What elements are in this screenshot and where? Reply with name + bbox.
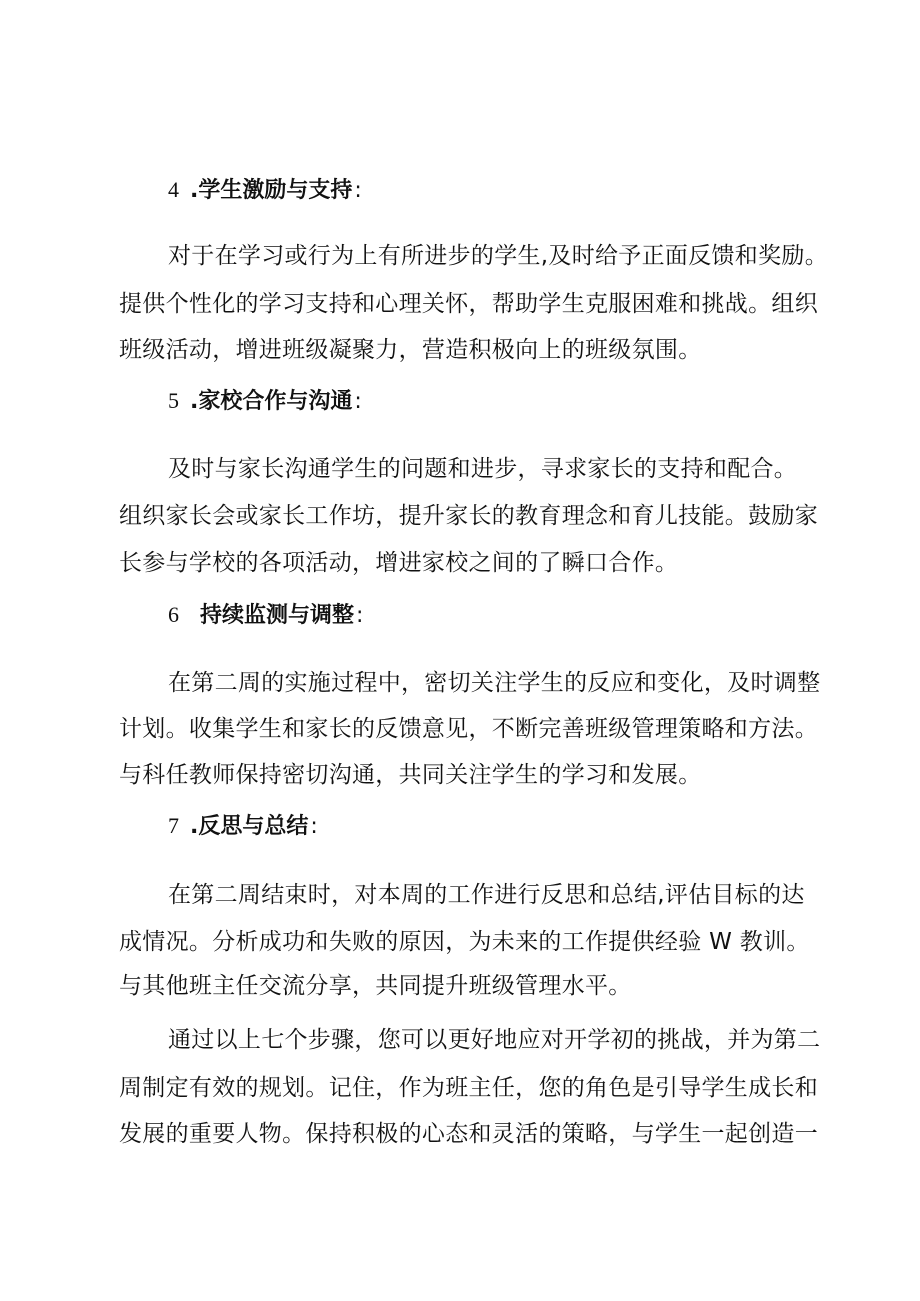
section-colon: :: [354, 389, 362, 414]
section-number: 4: [168, 177, 179, 202]
paragraph-line: 周制定有效的规划。记住，作为班主任，您的角色是引导学生成长和: [119, 1075, 818, 1101]
section-number: 5: [168, 388, 179, 413]
section-colon: :: [356, 603, 364, 628]
paragraph-line: 班级活动，增进班级凝聚力，营造积极向上的班级氛围。: [119, 337, 702, 363]
section-title: .学生激励与支持: [190, 178, 353, 203]
section-number: 7: [168, 813, 179, 838]
paragraph-line: 提供个性化的学习支持和心理关怀，帮助学生克服困难和挑战。组织: [119, 291, 818, 317]
paragraph-line: 长参与学校的各项活动，增进家校之间的了瞬口合作。: [119, 550, 679, 576]
section-7-heading: [168, 811, 318, 841]
paragraph-line: 在第二周的实施过程中，密切关注学生的反应和变化，及时调整: [168, 670, 821, 696]
section-title: 持续监测与调整: [200, 603, 355, 628]
section-6-heading: [168, 600, 363, 630]
paragraph-line: 与科任教师保持密切沟通，共同关注学生的学习和发展。: [119, 762, 702, 788]
section-colon: :: [310, 814, 318, 839]
paragraph-line: 及时与家长沟通学生的问题和进步，寻求家长的支持和配合。: [168, 456, 798, 482]
paragraph-line: 成情况。分析成功和失败的原因，为未来的工作提供经验 W 教训。: [119, 929, 810, 955]
section-colon: :: [354, 178, 362, 203]
paragraph-line: 发展的重要人物。保持积极的心态和灵活的策略，与学生一起创造一: [119, 1121, 818, 1147]
section-5-heading: [168, 386, 362, 416]
section-number: 6: [168, 602, 179, 627]
section-title: .反思与总结: [190, 814, 309, 839]
paragraph-line: 组织家长会或家长工作坊，提升家长的教育理念和育儿技能。鼓励家: [119, 503, 818, 529]
section-4-heading: [168, 175, 362, 205]
paragraph-line: 与其他班主任交流分享，共同提升班级管理水平。: [119, 973, 632, 999]
paragraph-line: 对于在学习或行为上有所进步的学生,及时给予正面反馈和奖励。: [168, 243, 829, 269]
paragraph-line: 计划。收集学生和家长的反馈意见，不断完善班级管理策略和方法。: [119, 716, 818, 742]
section-title: .家校合作与沟通: [190, 389, 353, 414]
paragraph-line: 在第二周结束时，对本周的工作进行反思和总结,评估目标的达: [168, 882, 805, 908]
paragraph-line: 通过以上七个步骤，您可以更好地应对开学初的挑战，并为第二: [168, 1027, 821, 1053]
